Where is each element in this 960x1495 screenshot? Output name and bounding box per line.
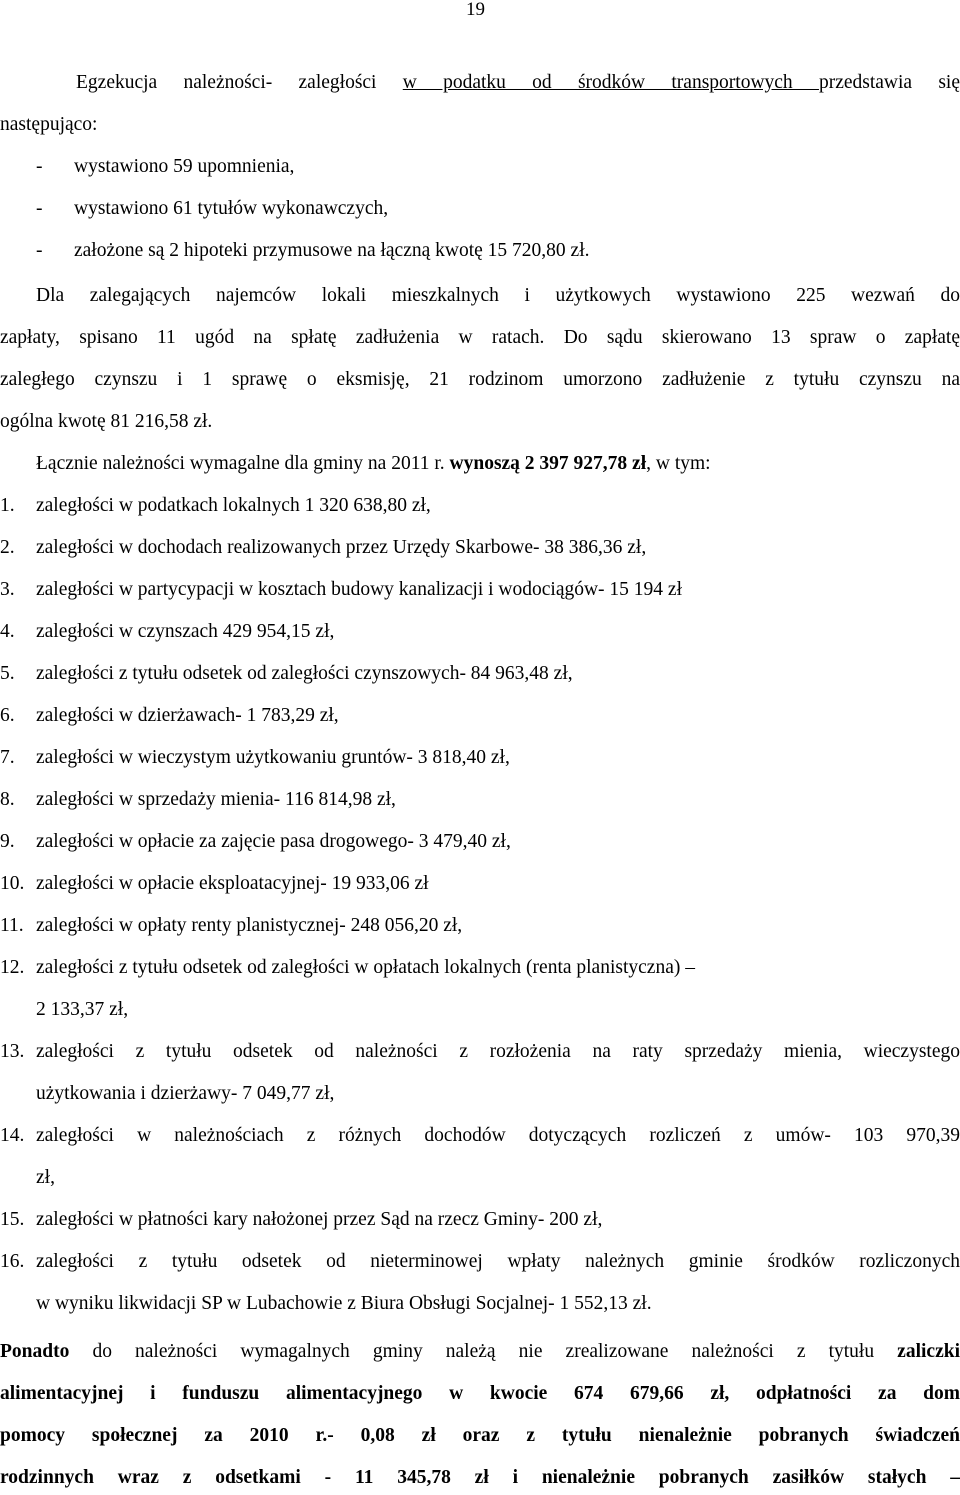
- list-item: [0, 956, 960, 980]
- list-item-continuation: użytkowania i dzierżawy- 7 049,77 zł,: [36, 1083, 335, 1104]
- list-item: [0, 788, 960, 812]
- bullet-dash: -: [36, 198, 43, 219]
- list-number: 11.: [0, 915, 24, 936]
- list-number: 6.: [0, 705, 15, 726]
- closing-line-3: pomocy społecznej za 2010 r.- 0,08 zł oraz z tytułu nienależnie pobranych świadczeń: [0, 1425, 960, 1446]
- list-item: [0, 662, 960, 686]
- list-text: zaległości w płatności kary nałożonej przez Sąd na rzecz Gminy- 200 zł,: [36, 1209, 603, 1230]
- paragraph-line-4: ogólna kwotę 81 216,58 zł.: [0, 411, 213, 432]
- total-line: [0, 452, 960, 476]
- list-item: [0, 1040, 960, 1064]
- list-item-continuation: zł,: [36, 1167, 55, 1188]
- list-number: 1.: [0, 495, 15, 516]
- list-item: [0, 494, 960, 518]
- closing-bold-ponadto: Ponadto: [0, 1341, 70, 1362]
- list-item: [0, 1208, 960, 1232]
- closing-line-4: rodzinnych wraz z odsetkami - 11 345,78 zł i nienależnie pobranych zasiłków stałych –: [0, 1467, 960, 1488]
- list-text: zaległości w należnościach z różnych dochodów dotyczących rozliczeń z umów- 103 970,39: [36, 1125, 960, 1146]
- list-text: zaległości w dzierżawach- 1 783,29 zł,: [36, 705, 339, 726]
- list-text: zaległości w wieczystym użytkowaniu gruntów- 3 818,40 zł,: [36, 747, 510, 768]
- list-text: zaległości w opłaty renty planistycznej- 248 056,20 zł,: [36, 915, 463, 936]
- list-number: 16.: [0, 1251, 25, 1272]
- total-text-c: , w tym:: [646, 453, 711, 474]
- list-number: 7.: [0, 747, 15, 768]
- closing-text: do należności wymagalnych gminy należą nie zrealizowane należności z tytułu: [69, 1341, 898, 1362]
- list-item: [0, 620, 960, 644]
- list-item-continuation: 2 133,37 zł,: [36, 999, 129, 1020]
- list-item: [0, 578, 960, 602]
- page-number: 19: [466, 0, 485, 20]
- list-item: [0, 536, 960, 560]
- list-item-continuation: w wyniku likwidacji SP w Lubachowie z Biura Obsługi Socjalnej- 1 552,13 zł.: [36, 1293, 652, 1314]
- bullet-text: założone są 2 hipoteki przymusowe na łączną kwotę 15 720,80 zł.: [74, 240, 590, 261]
- intro-line-2: następująco:: [0, 114, 98, 135]
- list-text: zaległości w opłacie za zajęcie pasa drogowego- 3 479,40 zł,: [36, 831, 511, 852]
- intro-text-b: przedstawia się: [818, 72, 960, 93]
- bullet-item: [0, 239, 960, 263]
- list-text: zaległości w partycypacji w kosztach budowy kanalizacji i wodociągów- 15 194 zł: [36, 579, 682, 600]
- list-item: [0, 914, 960, 938]
- list-text: zaległości z tytułu odsetek od należności z rozłożenia na raty sprzedaży mienia, wieczystego: [36, 1041, 960, 1062]
- list-number: 3.: [0, 579, 15, 600]
- list-number: 12.: [0, 957, 25, 978]
- list-item: [0, 872, 960, 896]
- bullet-text: wystawiono 61 tytułów wykonawczych,: [74, 198, 389, 219]
- list-text: zaległości w czynszach 429 954,15 zł,: [36, 621, 335, 642]
- total-amount: wynoszą 2 397 927,78 zł: [449, 453, 647, 474]
- closing-line-1: [0, 1340, 960, 1364]
- closing-bold-zaliczki: zaliczki: [897, 1341, 960, 1362]
- list-item: [0, 746, 960, 770]
- bullet-dash: -: [36, 240, 43, 261]
- list-item: [0, 1250, 960, 1274]
- list-number: 9.: [0, 831, 15, 852]
- bullet-item: [0, 197, 960, 221]
- list-text: zaległości z tytułu odsetek od zaległości czynszowych- 84 963,48 zł,: [36, 663, 573, 684]
- list-item: [0, 1124, 960, 1148]
- list-number: 2.: [0, 537, 15, 558]
- list-item: [0, 830, 960, 854]
- bullet-dash: -: [36, 156, 43, 177]
- list-item: [0, 704, 960, 728]
- closing-line-2: alimentacyjnej i funduszu alimentacyjnego w kwocie 674 679,66 zł, odpłatności za dom: [0, 1383, 960, 1404]
- list-number: 10.: [0, 873, 25, 894]
- list-text: zaległości w opłacie eksploatacyjnej- 19 933,06 zł: [36, 873, 429, 894]
- list-text: zaległości w sprzedaży mienia- 116 814,98 zł,: [36, 789, 396, 810]
- intro-text-a: Egzekucja należności- zaległości: [76, 72, 403, 93]
- list-number: 8.: [0, 789, 15, 810]
- list-number: 4.: [0, 621, 15, 642]
- list-text: zaległości z tytułu odsetek od nieterminowej wpłaty należnych gminie środków rozliczonych: [36, 1251, 960, 1272]
- paragraph-line-3: zaległego czynszu i 1 sprawę o eksmisję, 21 rodzinom umorzono zadłużenie z tytułu czynszu na: [0, 369, 960, 390]
- total-text-a: Łącznie należności wymagalne dla gminy na 2011 r.: [36, 453, 450, 474]
- list-text: zaległości w dochodach realizowanych przez Urzędy Skarbowe- 38 386,36 zł,: [36, 537, 647, 558]
- list-number: 13.: [0, 1041, 25, 1062]
- list-number: 15.: [0, 1209, 25, 1230]
- paragraph-line-1: Dla zalegających najemców lokali mieszkalnych i użytkowych wystawiono 225 wezwań do: [36, 285, 960, 306]
- paragraph-line-2: zapłaty, spisano 11 ugód na spłatę zadłużenia w ratach. Do sądu skierowano 13 spraw o zapłatę: [0, 327, 960, 348]
- list-text: zaległości w podatkach lokalnych 1 320 638,80 zł,: [36, 495, 431, 516]
- list-number: 14.: [0, 1125, 25, 1146]
- intro-underlined-text: w podatku od środków transportowych: [402, 72, 819, 93]
- intro-line-1: [0, 71, 960, 95]
- bullet-item: [0, 155, 960, 179]
- list-number: 5.: [0, 663, 15, 684]
- list-text: zaległości z tytułu odsetek od zaległości w opłatach lokalnych (renta planistyczna) –: [36, 957, 695, 978]
- bullet-text: wystawiono 59 upomnienia,: [74, 156, 295, 177]
